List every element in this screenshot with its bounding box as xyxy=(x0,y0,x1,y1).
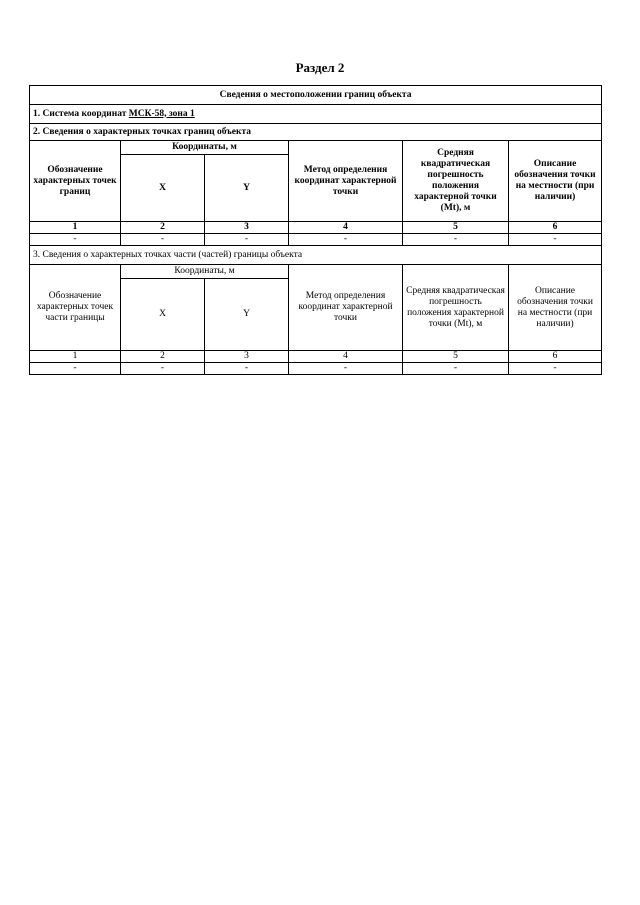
s2-col-number: 3 xyxy=(205,222,289,234)
s3-cell: - xyxy=(403,363,509,375)
page-title: Раздел 2 xyxy=(295,60,345,75)
s2-header-description: Описание обозначения точки на местности (при наличии) xyxy=(509,141,602,222)
table-title: Сведения о местоположении границ объекта xyxy=(30,86,602,105)
s2-cell: - xyxy=(205,234,289,246)
s2-header-y: Y xyxy=(205,155,289,222)
s3-cell: - xyxy=(30,363,121,375)
s2-header-error: Средняя квадратическая погрешность положения характерной точки (Mt), м xyxy=(403,141,509,222)
s3-header-point: Обозначение характерных точек части границы xyxy=(30,265,121,351)
section3-title: 3. Сведения о характерных точках части (частей) границы объекта xyxy=(30,246,602,265)
s2-cell: - xyxy=(403,234,509,246)
s2-col-number: 6 xyxy=(509,222,602,234)
s3-table-row xyxy=(30,363,602,375)
section2-title: 2. Сведения о характерных точках границ объекта xyxy=(30,124,602,141)
s3-col-number: 3 xyxy=(205,351,289,363)
s2-col-number: 1 xyxy=(30,222,121,234)
s2-cell: - xyxy=(289,234,403,246)
s3-header-method: Метод определения координат характерной точки xyxy=(289,265,403,351)
s2-col-number: 2 xyxy=(121,222,205,234)
s2-table-row xyxy=(30,234,602,246)
s3-header-x: X xyxy=(121,279,205,351)
s3-col-number: 6 xyxy=(509,351,602,363)
coordinate-system-row xyxy=(30,105,602,124)
s3-number-row xyxy=(30,351,602,363)
s2-header-point: Обозначение характерных точек границ xyxy=(30,141,121,222)
s2-cell: - xyxy=(121,234,205,246)
s3-cell: - xyxy=(205,363,289,375)
s2-header-x: X xyxy=(121,155,205,222)
s3-header-error: Средняя квадратическая погрешность положения характерной точки (Mt), м xyxy=(403,265,509,351)
s3-header-description: Описание обозначения точки на местности (при наличии) xyxy=(509,265,602,351)
s3-header-y: Y xyxy=(205,279,289,351)
s3-cell: - xyxy=(289,363,403,375)
s3-col-number: 5 xyxy=(403,351,509,363)
s3-cell: - xyxy=(509,363,602,375)
s2-col-number: 5 xyxy=(403,222,509,234)
boundary-table-frame xyxy=(29,85,601,375)
s2-cell: - xyxy=(509,234,602,246)
s3-col-number: 1 xyxy=(30,351,121,363)
s2-number-row xyxy=(30,222,602,234)
s2-header-coords: Координаты, м xyxy=(121,141,289,155)
s2-col-number: 4 xyxy=(289,222,403,234)
s3-col-number: 4 xyxy=(289,351,403,363)
s2-header-method: Метод определения координат характерной точки xyxy=(289,141,403,222)
s3-cell: - xyxy=(121,363,205,375)
coordinate-system-value: МСК-58, зона 1 xyxy=(128,108,195,119)
boundary-table xyxy=(29,85,602,375)
s3-header-coords: Координаты, м xyxy=(121,265,289,279)
s3-col-number: 2 xyxy=(121,351,205,363)
s2-cell: - xyxy=(30,234,121,246)
coordinate-system-label: 1. Система координат xyxy=(33,108,127,119)
